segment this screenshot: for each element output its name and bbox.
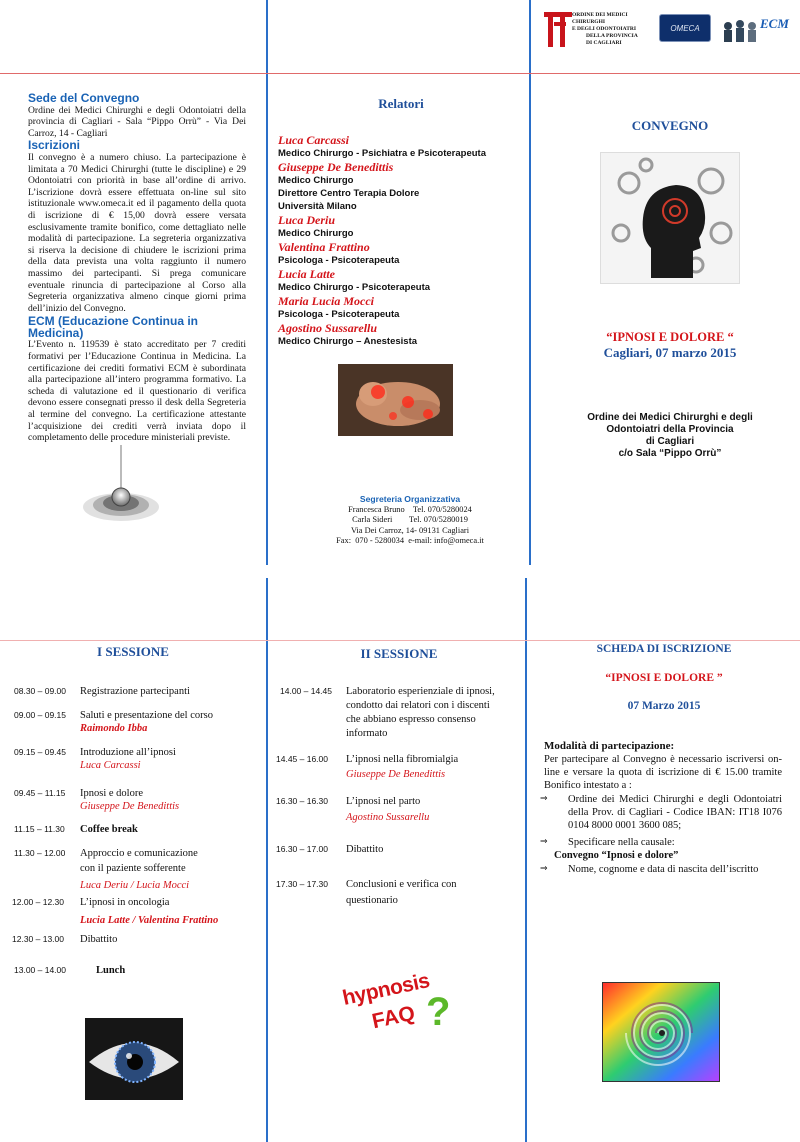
order-logo-line: DELLA PROVINCIA (586, 33, 638, 39)
segreteria-line: Francesca Bruno Tel. 070/5280024 (348, 504, 472, 514)
head-gears-image (600, 152, 740, 284)
schedule-desc: Introduzione all’ipnosi (80, 747, 176, 758)
schedule-time: 16.30 – 16.30 (276, 796, 328, 806)
question-mark-icon: ? (426, 990, 451, 1034)
relatore-role: Medico Chirurgo (278, 228, 354, 239)
schedule-speaker: Agostino Sussarellu (346, 812, 430, 823)
fold-line-top-right (529, 0, 531, 565)
ecm-text: L’Evento n. 119539 è stato accreditato per 7 crediti formativi per l’Educazione Continua in Medicina. La certificazione dei crediti formativi ECM è subordinata alla partecipazione all’intero programma formativo. La scheda di valutazione ed il questionario di verifica devono essere consegnati presso il desk della Segreteria al termine del convegno. La certificazione attestante l’acquisizione dei crediti verrà inviata dopo il completamento delle procedure ministeriali previste. (28, 339, 246, 444)
schedule-time: 13.00 – 14.00 (14, 965, 66, 975)
bullet-item (540, 793, 782, 832)
session2-schedule (266, 0, 526, 1142)
session1-title: I SESSIONE (97, 644, 169, 659)
schedule-speaker: Luca Deriu / Lucia Mocci (80, 880, 190, 891)
bullet-text: Nome, cognome e data di nascita dell’iscritto (568, 864, 759, 875)
scheda-title: SCHEDA DI ISCRIZIONE (596, 643, 732, 655)
relatore-name: Luca Deriu (278, 213, 335, 227)
schedule-desc: informato (346, 728, 388, 739)
schedule-speaker: Giuseppe De Benedittis (80, 801, 180, 812)
schedule-desc: condotto dai relatori con i discenti (346, 700, 490, 711)
arrow-right-icon: ⇒ (540, 837, 548, 847)
modalita-title: Modalità di partecipazione: (544, 740, 675, 752)
scheda-date: 07 Marzo 2015 (627, 700, 701, 712)
venue-line: Odontoiatri della Provincia (606, 424, 734, 435)
schedule-desc: Ipnosi e dolore (80, 788, 143, 799)
order-logo-line: DI CAGLIARI (586, 40, 622, 46)
schedule-time: 14.45 – 16.00 (276, 754, 328, 764)
schedule-desc: con il paziente sofferente (80, 863, 186, 874)
relatore-role: Medico Chirurgo - Psichiatra e Psicoterapeuta (278, 148, 486, 159)
bullet-item (540, 836, 782, 862)
schedule-desc: Saluti e presentazione del corso (80, 710, 213, 721)
faq-word-faq: FAQ (369, 1001, 417, 1034)
modalita-intro: Per partecipare al Convegno è necessario iscriversi on-line e versare la quota di iscrizione di € 15.00 tramite Bonifico intestato a : (544, 754, 782, 791)
iscrizioni-title: Iscrizioni (28, 138, 81, 153)
ecm-logo (720, 12, 792, 44)
schedule-speaker: Giuseppe De Benedittis (346, 769, 446, 780)
schedule-time: 14.00 – 14.45 (280, 686, 332, 696)
schedule-time: 17.30 – 17.30 (276, 879, 328, 889)
schedule-time: 09.45 – 11.15 (14, 788, 66, 798)
schedule-desc: L’ipnosi in oncologia (80, 897, 170, 908)
relatore-name: Maria Lucia Mocci (278, 294, 374, 308)
relatore-name: Luca Carcassi (278, 133, 350, 147)
schedule-desc: questionario (346, 895, 398, 906)
scheda-body (540, 740, 782, 876)
bullet-text: Ordine dei Medici Chirurghi e degli Odontoiatri della Prov. di Cagliari - Codice IBAN: IT18 I076 0104 8000 0001 3600 085; (568, 794, 782, 831)
session1-schedule (0, 0, 266, 1142)
schedule-time: 12.30 – 13.00 (12, 934, 64, 944)
ecm-logo-text: ECM (760, 16, 789, 31)
sede-title: Sede del Convegno (28, 91, 140, 105)
eye-image (85, 1018, 183, 1100)
relatore-role: Direttore Centro Terapia Dolore (278, 188, 420, 199)
relatori-title: Relatori (378, 96, 424, 111)
cover-date-place: Cagliari, 07 marzo 2015 (603, 345, 737, 360)
venue-line: di Cagliari (645, 436, 695, 447)
relatore-role: Università Milano (278, 201, 357, 212)
schedule-time: 11.15 – 11.30 (14, 824, 65, 834)
schedule-speaker: Lucia Latte / Valentina Frattino (80, 915, 219, 926)
segreteria-title: Segreteria Organizzativa (359, 494, 461, 504)
venue-line: Ordine dei Medici Chirurghi e degli (587, 412, 753, 423)
schedule-desc: Dibattito (346, 844, 384, 855)
schedule-speaker: Luca Carcassi (80, 760, 141, 771)
spiral-image (602, 982, 720, 1082)
relatore-name: Agostino Sussarellu (278, 321, 378, 335)
schedule-desc: Approccio e comunicazione (80, 848, 198, 859)
relatore-name: Giuseppe De Benedittis (278, 160, 394, 174)
iscrizioni-text: Il convegno è a numero chiuso. La partecipazione è limitata a 70 Medici Chirurghi (tutte le discipline) e 29 Odontoiatri con priorità in base all’ordine di arrivo. L’iscrizione dovrà essere effettuata on-line sul sito istituzionale www.omeca.it ed il pagamento della quota di iscrizione di € 15,00 dovrà essere versata esclusivamente tramite bonifico, come dettagliato nelle modalità di partecipazione. La segreteria organizzativa si riserva la decisione di chiudere le iscrizioni prima della data prevista una volta raggiunto il numero massimo dei partecipanti. Si prega comunicare eventuale rinuncia di partecipazione al Corso alla Segreteria organizzativa almeno cinque giorni prima dell’inizio del Convegno. (28, 151, 246, 314)
schedule-desc: Lunch (96, 965, 126, 976)
bullet-text: Convegno “Ipnosi e dolore” (554, 850, 679, 861)
cover-title: “IPNOSI E DOLORE “ (606, 330, 734, 344)
venue-line: c/o Sala “Pippo Orrù” (618, 448, 722, 459)
relatore-role: Psicologa - Psicoterapeuta (278, 255, 400, 266)
schedule-time: 12.00 – 12.30 (12, 897, 64, 907)
schedule-desc: L’ipnosi nella fibromialgia (346, 754, 459, 765)
relatore-name: Valentina Frattino (278, 240, 370, 254)
relatore-role: Medico Chirurgo (278, 175, 354, 186)
order-logo-line: ORDINE DEI MEDICI CHIRURGHI (572, 12, 628, 25)
bullet-item (540, 863, 782, 876)
order-logo-line: E DEGLI ODONTOIATRI (572, 26, 636, 32)
schedule-desc: Dibattito (80, 934, 118, 945)
schedule-time: 16.30 – 17.00 (276, 844, 328, 854)
relatore-role: Psicologa - Psicoterapeuta (278, 309, 400, 320)
schedule-time: 09.15 – 09.45 (14, 747, 66, 757)
schedule-time: 11.30 – 12.00 (14, 848, 66, 858)
sede-text: Ordine dei Medici Chirurghi e degli Odontoiatri della provincia di Cagliari - Sala “Pippo Orrù” - Via Dei Carroz, 14 - Cagliari (28, 104, 246, 139)
faq-word-hypnosis: hypnosis (340, 969, 432, 1010)
ecm-title: ECM (Educazione Continua in Medicina) (28, 314, 198, 340)
schedule-time: 08.30 – 09.00 (14, 686, 66, 696)
relatore-name: Lucia Latte (278, 267, 335, 281)
schedule-desc: Registrazione partecipanti (80, 686, 190, 697)
relatore-role: Medico Chirurgo - Psicoterapeuta (278, 282, 431, 293)
convegno-label: CONVEGNO (631, 118, 709, 133)
order-logo-mark-icon (544, 10, 574, 48)
relatore-role: Medico Chirurgo – Anestesista (278, 336, 418, 347)
segreteria-line: Fax: 070 - 5280034 e-mail: info@omeca.it (336, 536, 484, 545)
scheda-event: “IPNOSI E DOLORE ” (605, 672, 723, 684)
arrow-right-icon: ⇒ (540, 794, 548, 804)
omeca-logo (659, 14, 711, 42)
segreteria-line: Carla Sideri Tel. 070/5280019 (352, 515, 468, 524)
omeca-logo-text: OMECA (670, 24, 700, 33)
segreteria-line: Via Dei Carroz, 14- 09131 Cagliari (350, 525, 470, 535)
session2-title: II SESSIONE (360, 646, 438, 661)
bullet-text: Specificare nella causale: (568, 837, 675, 848)
schedule-desc: Conclusioni e verifica con (346, 879, 457, 890)
schedule-desc: L’ipnosi nel parto (346, 796, 421, 807)
schedule-desc: Coffee break (80, 824, 138, 835)
schedule-desc: Laboratorio esperienziale di ipnosi, (346, 686, 495, 697)
schedule-time: 09.00 – 09.15 (14, 710, 66, 720)
schedule-desc: che abbiano espresso consenso (346, 714, 476, 725)
order-logo (544, 10, 654, 50)
hypnosis-faq-graphic (340, 969, 460, 1052)
cover-venue (540, 412, 800, 460)
schedule-speaker: Raimondo Ibba (80, 723, 148, 734)
arrow-right-icon: ⇒ (540, 864, 548, 874)
